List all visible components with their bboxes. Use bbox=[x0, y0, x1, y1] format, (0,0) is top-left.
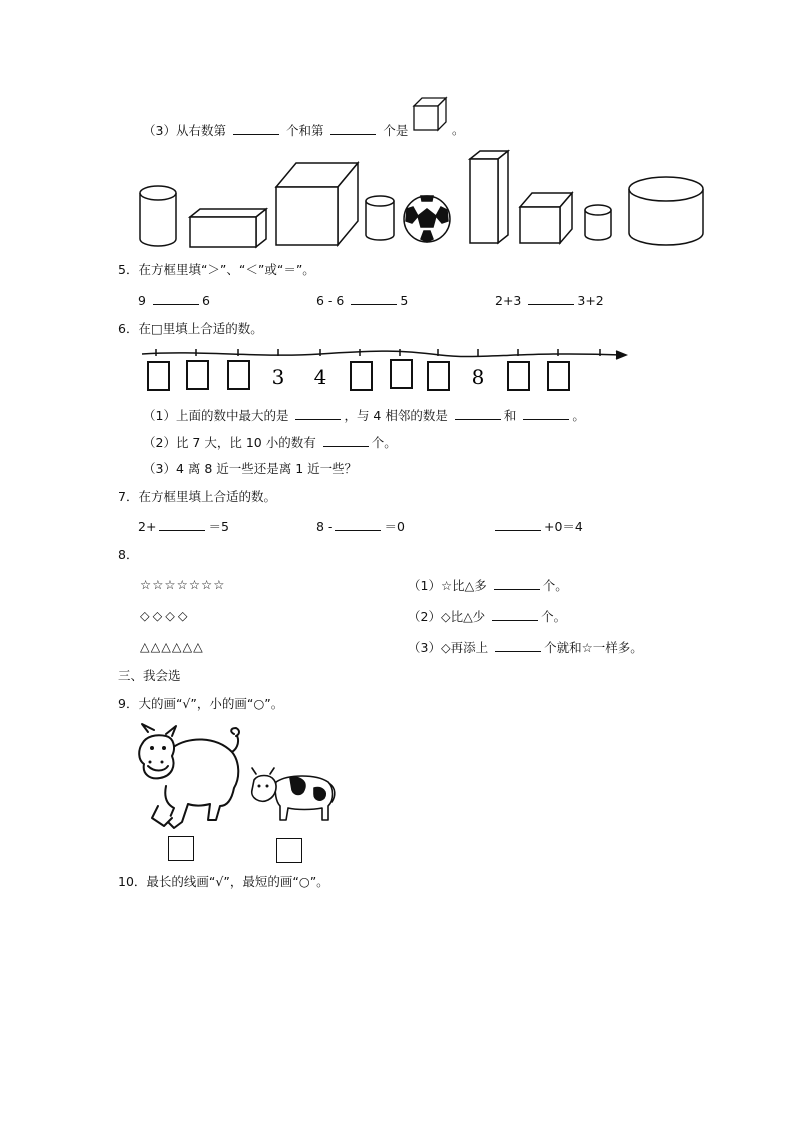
q5-blank-3[interactable] bbox=[528, 292, 574, 305]
numberline-box-6 bbox=[428, 362, 449, 390]
q7-item-1: 2+ ＝5 bbox=[138, 519, 229, 534]
q6-sub2-blank[interactable] bbox=[323, 434, 369, 447]
q9-answer-box-small-cow[interactable] bbox=[276, 838, 302, 863]
q10-title: 10．最长的线画“√”，最短的画“○”。 bbox=[118, 874, 329, 889]
q8-shapes-stars: ☆☆☆☆☆☆☆ bbox=[140, 577, 226, 592]
q7-item-2: 8 - ＝0 bbox=[316, 519, 405, 534]
small-cube-icon bbox=[412, 96, 452, 136]
numberline-label-8: 8 bbox=[471, 365, 485, 389]
q4-3-mid: 个和第 bbox=[285, 123, 324, 138]
big-cow-icon bbox=[136, 722, 248, 834]
q4-3-prefix: （3）从右数第 bbox=[143, 123, 226, 138]
q6-sub1-blank-1[interactable] bbox=[295, 407, 341, 420]
numberline-box-4 bbox=[351, 362, 372, 390]
q9-title: 9．大的画“√”，小的画“○”。 bbox=[118, 696, 284, 711]
number-line bbox=[140, 346, 630, 398]
q4-3-blank-2[interactable] bbox=[330, 122, 376, 135]
q7-blank-2[interactable] bbox=[335, 518, 381, 531]
q6-sub3: （3）4 离 8 近一些还是离 1 近一些？ bbox=[143, 461, 358, 476]
q5-item-2: 6 - 6 5 bbox=[316, 293, 409, 308]
numberline-box-3 bbox=[228, 361, 249, 389]
q8-row-2: （2）◇比△少 个。 bbox=[408, 609, 567, 624]
q6-sub2: （2）比 7 大，比 10 小的数有 个。 bbox=[143, 435, 397, 450]
q9-answer-box-big-cow[interactable] bbox=[168, 836, 194, 861]
flat-cuboid-shape bbox=[190, 209, 266, 247]
q5-item-3: 2+3 3+2 bbox=[495, 293, 604, 308]
q7-item-3: +0＝4 bbox=[492, 518, 583, 535]
numberline-box-5 bbox=[391, 360, 412, 388]
numberline-box-8 bbox=[548, 362, 569, 390]
q6-sub1: （1）上面的数中最大的是 ，与 4 相邻的数是 和 。 bbox=[143, 408, 585, 423]
q4-3-end: 。 bbox=[452, 122, 465, 137]
q8-row-1: （1）☆比△多 个。 bbox=[408, 578, 568, 593]
small-cow-icon bbox=[248, 766, 338, 826]
q6-title: 6．在□里填上合适的数。 bbox=[118, 321, 263, 336]
q4-3-line bbox=[143, 122, 408, 139]
numberline-box-1 bbox=[148, 362, 169, 390]
wide-cylinder-shape bbox=[629, 177, 703, 245]
q5-blank-2[interactable] bbox=[351, 292, 397, 305]
q8-blank-2[interactable] bbox=[492, 608, 538, 621]
q5-blank-1[interactable] bbox=[153, 292, 199, 305]
q8-blank-1[interactable] bbox=[494, 577, 540, 590]
medium-cube-shape bbox=[520, 193, 572, 243]
q6-sub1-blank-3[interactable] bbox=[523, 407, 569, 420]
q5-title: 5．在方框里填“＞”、“＜”或“＝”。 bbox=[118, 262, 315, 277]
q8-title: 8． bbox=[118, 547, 139, 562]
q8-shapes-triangles: △△△△△△ bbox=[140, 639, 204, 654]
q4-3-suffix: 个是 bbox=[383, 123, 409, 138]
tall-prism-shape bbox=[470, 151, 508, 243]
numberline-box-2 bbox=[187, 361, 208, 389]
cylinder-tall-shape bbox=[140, 186, 176, 246]
q5-item-1: 9 6 bbox=[138, 293, 210, 308]
cylinder-small-shape bbox=[366, 196, 394, 240]
numberline-label-3: 3 bbox=[271, 365, 285, 389]
q8-blank-3[interactable] bbox=[495, 639, 541, 652]
numberline-label-4: 4 bbox=[313, 365, 327, 389]
cylinder-mini-shape bbox=[585, 205, 611, 240]
numberline-box-7 bbox=[508, 362, 529, 390]
q7-blank-3[interactable] bbox=[495, 518, 541, 531]
q4-3-blank-1[interactable] bbox=[233, 122, 279, 135]
q7-blank-1[interactable] bbox=[159, 518, 205, 531]
q7-title: 7．在方框里填上合适的数。 bbox=[118, 489, 276, 504]
section-3-title: 三、我会选 bbox=[118, 668, 181, 683]
q6-sub1-blank-2[interactable] bbox=[455, 407, 501, 420]
solid-shapes-row bbox=[130, 145, 710, 255]
q8-shapes-diamonds: ◇◇◇◇ bbox=[140, 608, 191, 623]
q8-row-3: （3）◇再添上 个就和☆一样多。 bbox=[408, 640, 643, 655]
soccer-ball-icon bbox=[404, 196, 450, 242]
big-cube-shape bbox=[276, 163, 358, 245]
